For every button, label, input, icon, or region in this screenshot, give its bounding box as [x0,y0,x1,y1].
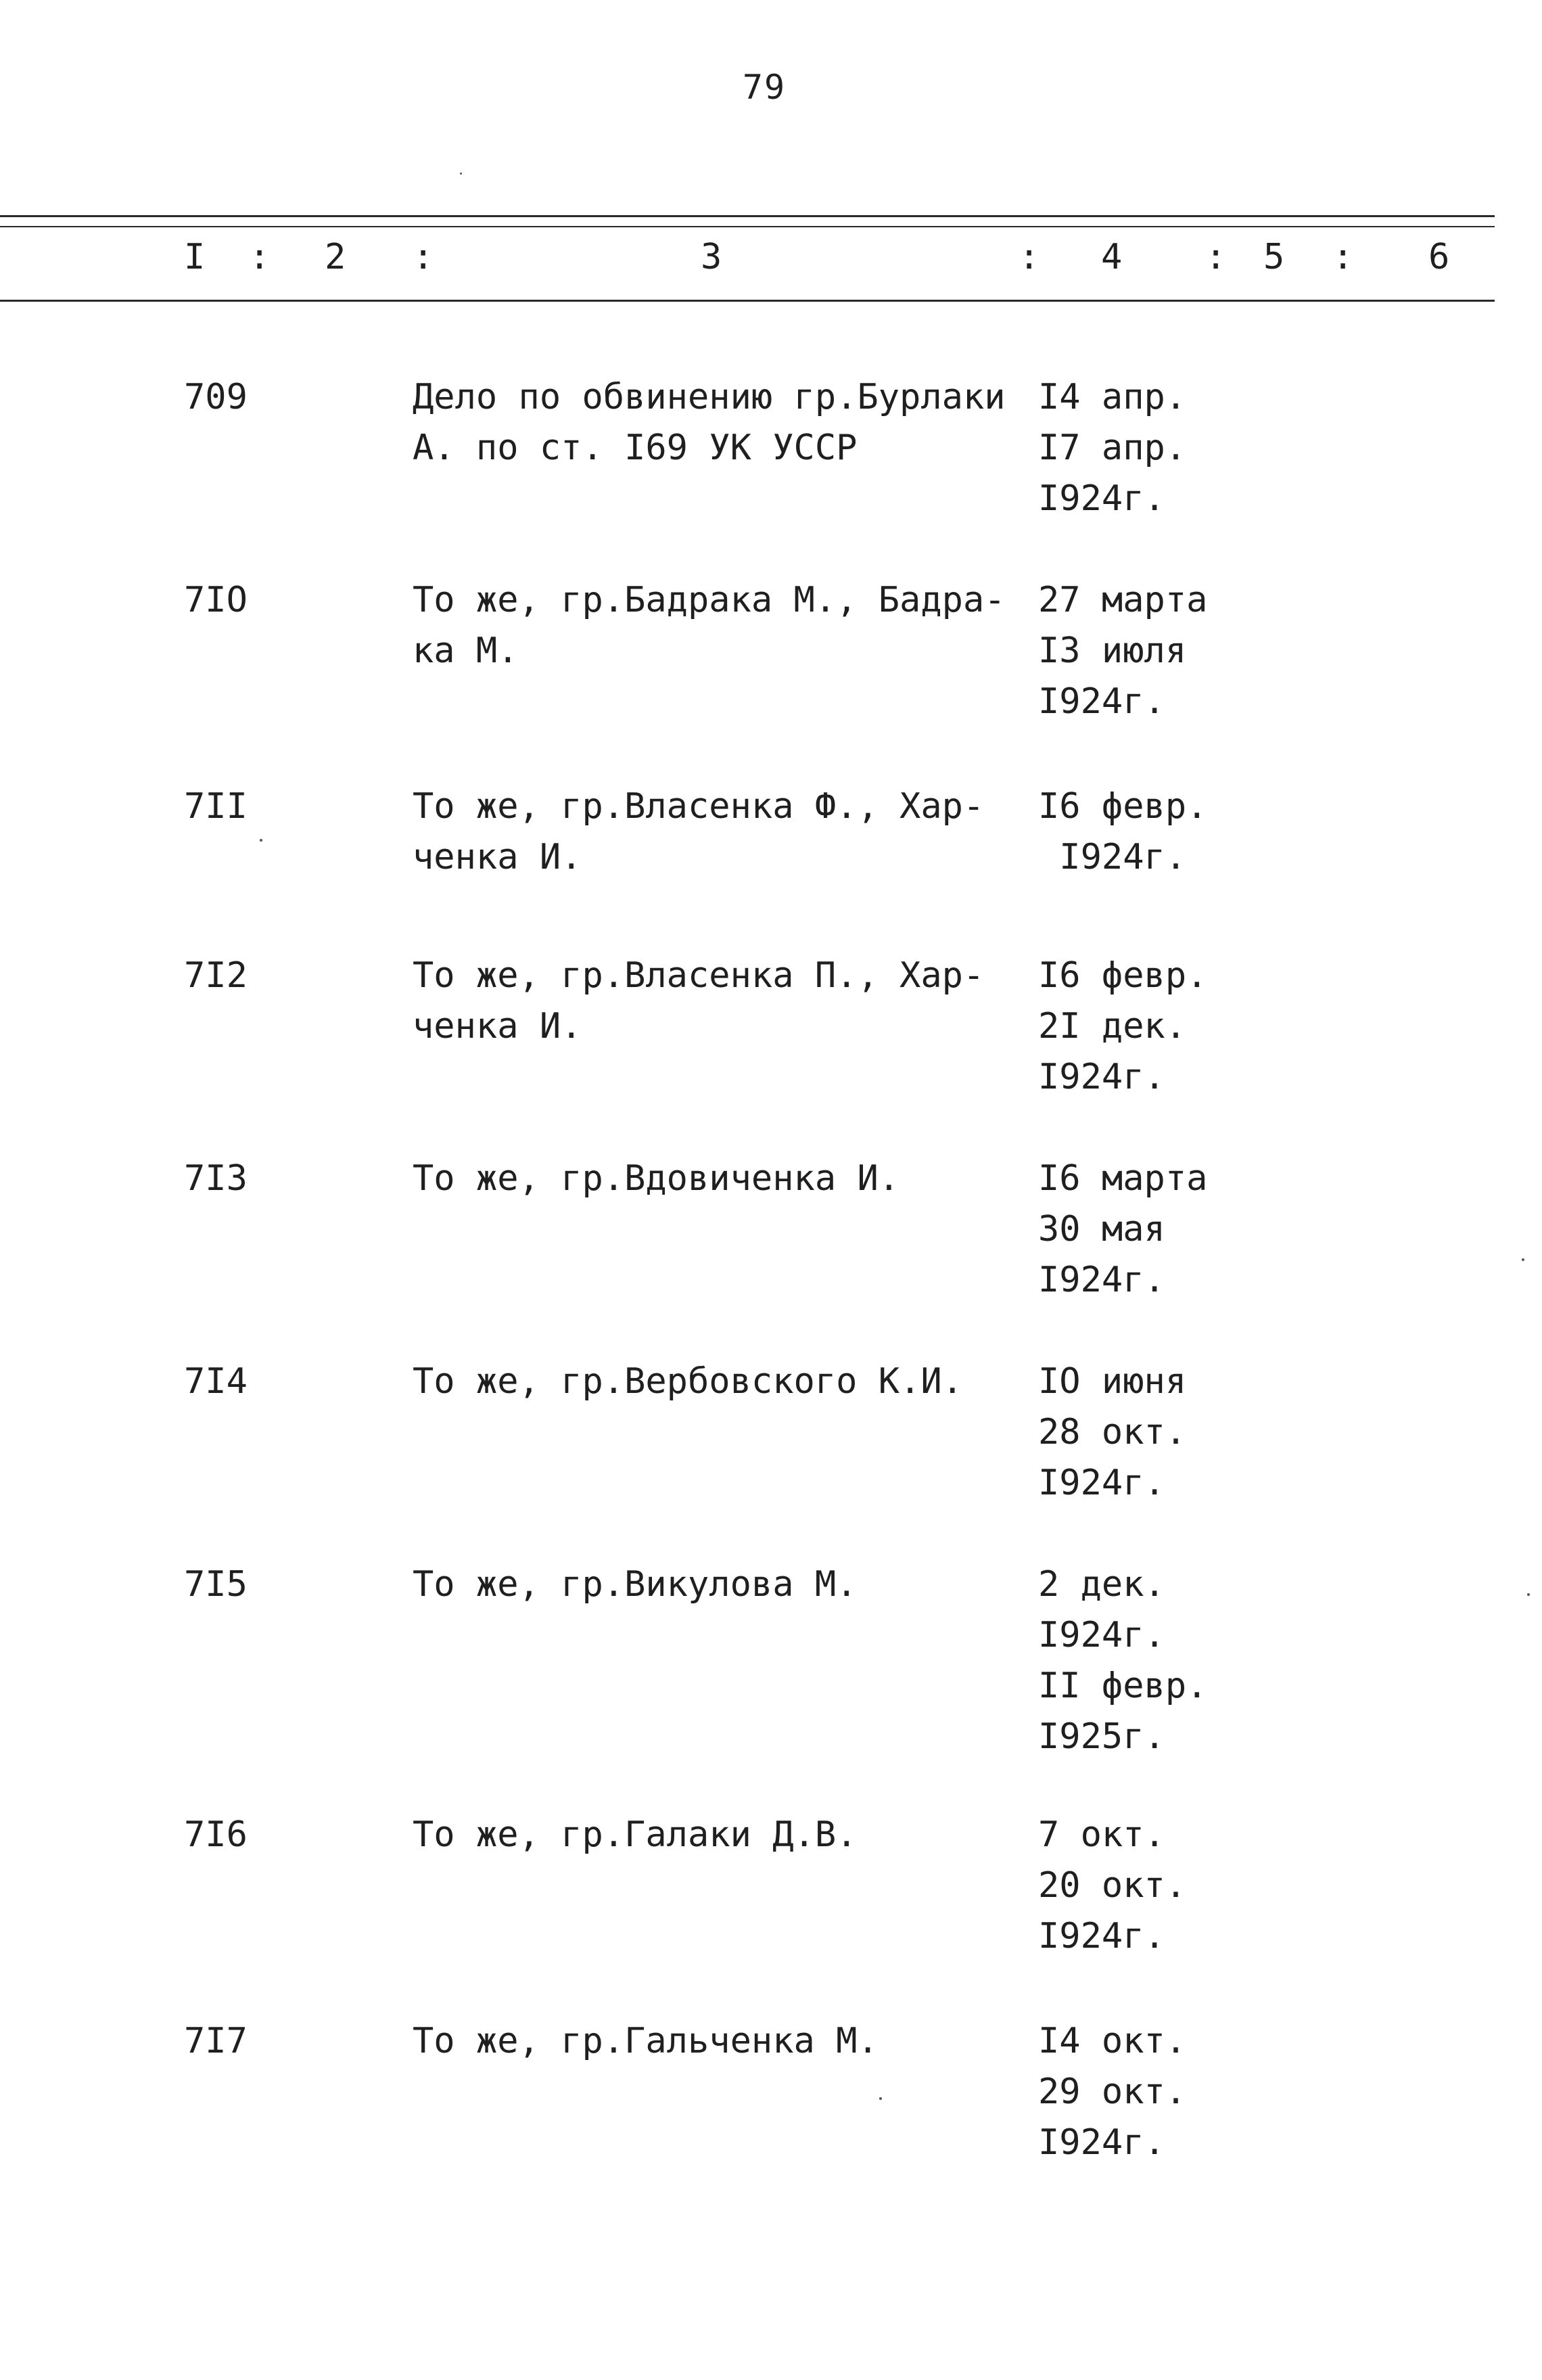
record-title [413,575,1021,677]
record-number: 7IO [184,580,248,620]
column-header-separator: : [1332,237,1354,277]
record-date-line: II февр. [1038,1666,1208,1706]
column-header-1: I [184,237,206,277]
column-header-2: 2 [325,237,346,277]
header-top-rule [0,215,1495,217]
record-dates [1038,781,1207,883]
record-title [413,1153,1021,1204]
record-date-line: 28 окт. [1038,1412,1187,1452]
record-title [413,781,1021,883]
column-header-4: 4 [1101,237,1123,277]
record-title-line: А. по ст. I69 УК УССР [413,428,858,468]
column-header-3: 3 [701,237,722,277]
column-header-separator: : [1019,237,1040,277]
record-title-line: То же, гр.Вдовиченка И. [413,1158,900,1199]
record-date-line: I924г. [1038,478,1165,519]
record-number: 7I5 [184,1564,248,1605]
record-date-line: I924г. [1038,1260,1165,1300]
paper-speck [1527,1593,1530,1596]
record-title-line: То же, гр.Гальченка М. [413,2021,879,2061]
record-dates [1038,372,1186,524]
record-date-line: 27 марта [1038,580,1208,620]
record-title [413,1559,1021,1610]
record-dates [1038,1356,1186,1509]
record-date-line: I6 февр. [1038,786,1208,827]
record-number: 709 [184,377,248,417]
record-date-line: I924г. [1038,2122,1165,2163]
record-number: 7I7 [184,2021,248,2061]
record-title-line: ка М. [413,631,519,671]
record-title-line: То же, гр.Власенка П., Хар- [413,955,985,996]
column-header-6: 6 [1428,237,1450,277]
record-date-line: IO июня [1038,1361,1187,1402]
record-title-line: То же, гр.Вербовского К.И. [413,1361,963,1402]
header-top-rule-secondary [0,226,1495,227]
record-date-line: I924г. [1038,1916,1165,1956]
record-dates [1038,1810,1186,1962]
record-title-line: То же, гр.Викулова М. [413,1564,858,1605]
record-number: 7II [184,786,248,827]
record-date-line: 2I дек. [1038,1006,1187,1047]
record-date-line: 7 окт. [1038,1814,1165,1855]
record-title-line: ченка И. [413,1006,582,1047]
record-date-line: 29 окт. [1038,2072,1187,2112]
record-date-line: 20 окт. [1038,1865,1187,1906]
record-title [413,951,1021,1052]
record-title-line: Дело по обвинению гр.Бурлаки [413,377,1006,417]
record-number: 7I2 [184,955,248,996]
record-number: 7I4 [184,1361,248,1402]
record-date-line: I924г. [1038,681,1165,722]
record-date-line: I6 марта [1038,1158,1208,1199]
page-number: 79 [742,68,787,107]
record-date-line: I6 февр. [1038,955,1208,996]
record-date-line: I924г. [1038,1615,1165,1655]
record-number: 7I3 [184,1158,248,1199]
record-date-line: I4 апр. [1038,377,1187,417]
record-date-line: I3 июля [1038,631,1187,671]
record-date-line: I924г. [1038,837,1187,877]
paper-speck [1522,1258,1524,1261]
record-title [413,372,1021,474]
record-date-line: I4 окт. [1038,2021,1187,2061]
column-header-5: 5 [1263,237,1285,277]
column-header-separator: : [1205,237,1227,277]
record-dates [1038,575,1207,727]
record-date-line: I924г. [1038,1463,1165,1503]
record-date-line: 30 мая [1038,1209,1165,1250]
record-dates [1038,951,1207,1103]
record-title [413,1356,1021,1407]
record-dates [1038,1153,1207,1306]
record-dates [1038,1559,1207,1762]
column-header-separator: : [249,237,271,277]
paper-speck [879,2097,882,2100]
record-title-line: То же, гр.Бадрака М., Бадра- [413,580,1006,620]
paper-speck [260,839,262,842]
paper-speck [460,173,462,175]
header-bottom-rule [0,300,1495,302]
column-header-separator: : [413,237,434,277]
record-title [413,2016,1021,2067]
record-title-line: То же, гр.Галаки Д.В. [413,1814,858,1855]
record-number: 7I6 [184,1814,248,1855]
record-date-line: I925г. [1038,1716,1165,1757]
record-title-line: ченка И. [413,837,582,877]
record-title-line: То же, гр.Власенка Ф., Хар- [413,786,985,827]
record-title [413,1810,1021,1860]
record-dates [1038,2016,1186,2168]
record-date-line: I924г. [1038,1057,1165,1097]
column-header-row [0,237,1542,291]
record-date-line: I7 апр. [1038,428,1187,468]
record-date-line: 2 дек. [1038,1564,1165,1605]
